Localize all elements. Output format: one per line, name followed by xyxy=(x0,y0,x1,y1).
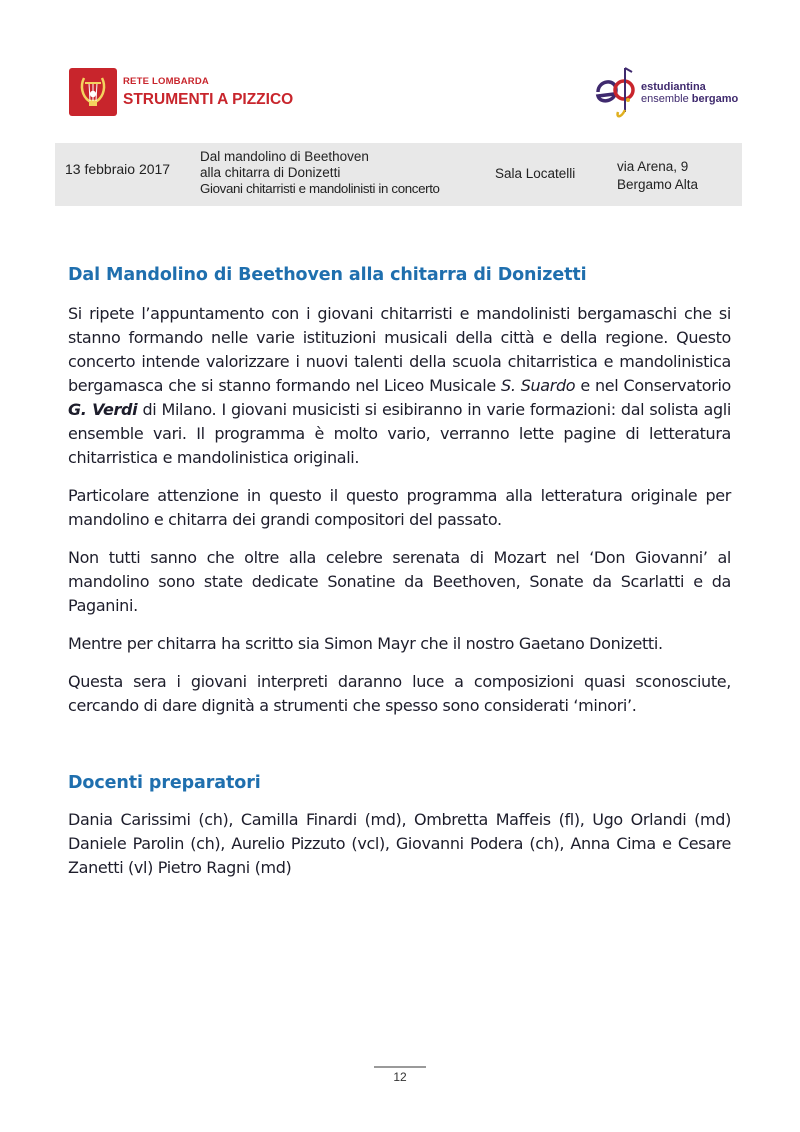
logo-left-line2: STRUMENTI A PIZZICO xyxy=(123,90,294,108)
event-title xyxy=(200,149,440,197)
paragraph-attention: Particolare attenzione in questo il questo programma alla letteratura originale per mandolino e chitarra dei grandi compositori del passato. xyxy=(68,486,731,529)
teachers-list: Dania Carissimi (ch), Camilla Finardi (md), Ombretta Maffeis (fl), Ugo Orlandi (md) Daniele Parolin (ch), Aurelio Pizzuto (vcl), Giovanni Podera (ch), Anna Cima e Cesare Zanetti (vl) Pietro Ragni (md) xyxy=(68,810,731,877)
event-address xyxy=(617,158,698,194)
event-venue: Sala Locatelli xyxy=(495,166,576,181)
paragraph-mozart: Non tutti sanno che oltre alla celebre serenata di Mozart nel ‘Don Giovanni’ al mandolino sono state dedicate Sonatine da Beethoven, Sonate da Scarlatti e da Paganini. xyxy=(68,548,731,615)
logo-rete-lombarda xyxy=(69,68,293,116)
event-address-line2: Bergamo Alta xyxy=(617,177,699,192)
page-number: 12 xyxy=(393,1070,407,1084)
music-note-icon xyxy=(594,66,638,122)
paragraph-intro: Si ripete l’appuntamento con i giovani chitarristi e mandolinisti bergamaschi che si stanno formando nelle varie istituzioni musicali della città e della regione. Questo concerto intende valorizzare i nuovi talenti della scuola chitarristica e mandolinistica bergamasca che si stanno formando nel Liceo Musicale S. Suardo e nel Conservatorio G. Verdi di Milano. I giovani musicisti si esibiranno in varie formazioni: dal solista agli ensemble vari. Il programma è molto vario, verranno lette pagine di letteratura chitarristica e mandolinistica originali. xyxy=(68,304,731,467)
event-address-line1: via Arena, 9 xyxy=(617,159,689,174)
article xyxy=(68,265,731,880)
paragraph-tonight: Questa sera i giovani interpreti daranno luce a composizioni quasi sconosciute, cercando di dare dignità a strumenti che spesso sono considerati ‘minori’. xyxy=(68,672,731,715)
logo-right-line1: estudiantina xyxy=(641,81,706,94)
event-subtitle: Giovani chitarristi e mandolinisti in concerto xyxy=(200,181,440,196)
logo-left-line1: RETE LOMBARDA xyxy=(123,76,209,87)
event-info-bar xyxy=(55,143,742,206)
event-title-line1: Dal mandolino di Beethoven xyxy=(200,149,369,164)
logo-right-line2: ensemble bergamo xyxy=(641,93,739,105)
event-date: 13 febbraio 2017 xyxy=(65,161,171,177)
event-title-line2: alla chitarra di Donizetti xyxy=(200,165,341,180)
logo-estudiantina xyxy=(594,66,738,122)
section-heading-teachers: Docenti preparatori xyxy=(68,773,261,793)
footer-divider xyxy=(374,1066,426,1068)
paragraph-guitar: Mentre per chitarra ha scritto sia Simon Mayr che il nostro Gaetano Donizetti. xyxy=(68,634,663,653)
section-heading-main: Dal Mandolino di Beethoven alla chitarra di Donizetti xyxy=(68,265,587,285)
lyre-icon xyxy=(69,68,117,116)
